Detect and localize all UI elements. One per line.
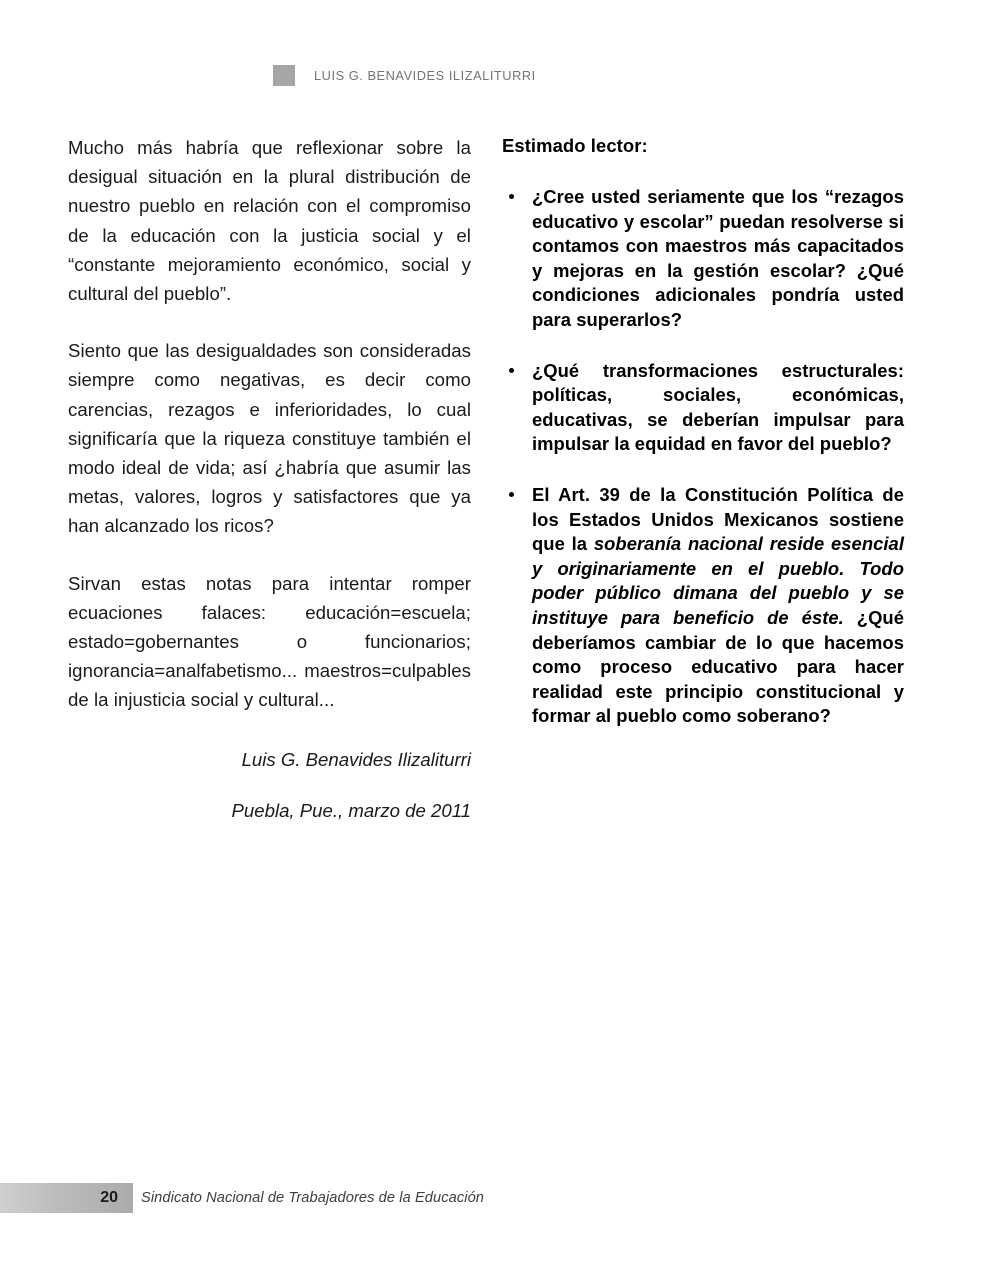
list-item-text: ¿Qué transformaciones estructurales: políticas, sociales, económicas, educativas, se deberían impulsar para impulsar la equidad en favor del pueblo? xyxy=(532,359,904,455)
bullet-dot-icon xyxy=(509,368,514,373)
list-item xyxy=(502,359,904,457)
left-column xyxy=(68,133,471,825)
list-item xyxy=(502,483,904,729)
list-item-text: ¿Cree usted seriamente que los “rezagos educativo y escolar” puedan resolverse si contamos con maestros más capacitados y mejoras en la gestión escolar? ¿Qué condiciones adicionales pondría usted para superarlos? xyxy=(532,186,904,330)
body-paragraph: Mucho más habría que reflexionar sobre la desigual situación en la plural distribución de nuestro pueblo en relación con el compromiso de la educación con la justicia social y el “constante mejoramiento económico, social y cultural del pueblo”. xyxy=(68,137,471,305)
running-head-title: LUIS G. BENAVIDES ILIZALITURRI xyxy=(314,67,536,83)
body-paragraph: Sirvan estas notas para intentar romper ecuaciones falaces: educación=escuela; estado=gobernantes o funcionarios; ignorancia=analfabetismo... maestros=culpables de la injusticia social y cultural... xyxy=(68,572,471,711)
right-column-heading: Estimado lector: xyxy=(502,135,648,156)
page-footer xyxy=(0,1183,996,1213)
page-number: 20 xyxy=(100,1189,118,1206)
list-item xyxy=(502,185,904,333)
question-list xyxy=(502,185,904,729)
footer-organization: Sindicato Nacional de Trabajadores de la Educación xyxy=(141,1190,485,1206)
right-column xyxy=(502,133,904,729)
bullet-dot-icon xyxy=(509,492,514,497)
list-item-text: El Art. 39 de la Constitución Política de los Estados Unidos Mexicanos sostiene que la soberanía nacional reside esencial y originariamente en el pueblo. Todo poder público dimana del pueblo y se instituye para beneficio de éste. ¿Qué deberíamos cambiar de lo que hacemos como proceso educativo para hacer realidad este principio constitucional y formar al pueblo como soberano? xyxy=(532,483,904,727)
bullet-dot-icon xyxy=(509,194,514,199)
body-paragraph: Siento que las desigualdades son consideradas siempre como negativas, es decir como carencias, rezagos e inferioridades, lo cual significaría que la riqueza constituye también el modo ideal de vida; así ¿habría que asumir las metas, valores, logros y satisfactores que ya han alcanzado los ricos? xyxy=(68,340,471,537)
signature-place-date: Puebla, Pue., marzo de 2011 xyxy=(231,799,471,821)
signature-name: Luis G. Benavides Ilizaliturri xyxy=(241,748,471,770)
